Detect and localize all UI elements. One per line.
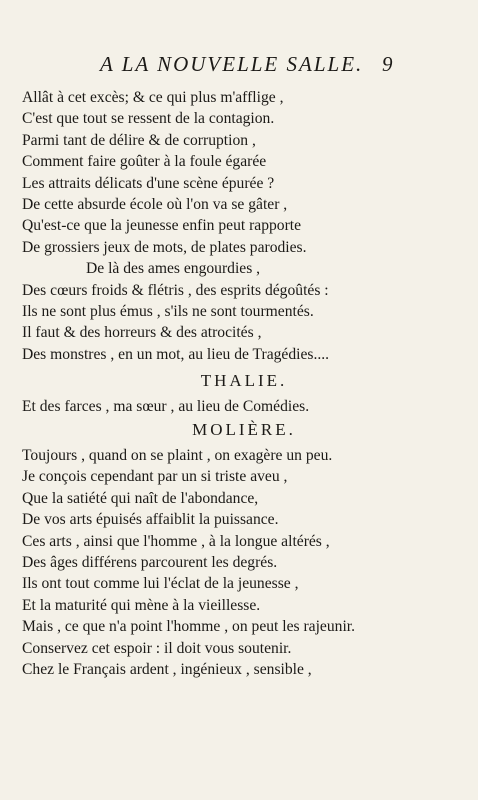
verse-line: Que la satiété qui naît de l'abondance, <box>22 489 259 507</box>
verse-line: Des monstres , en un mot, au lieu de Tragédies.... <box>22 345 330 363</box>
verse-line: Ils ont tout comme lui l'éclat de la jeunesse , <box>22 575 299 593</box>
verse-line: De grossiers jeux de mots, de plates parodies. <box>22 238 307 256</box>
verse-line: Et des farces , ma sœur , au lieu de Comédies. <box>22 398 310 415</box>
verse-line: Comment faire goûter à la foule égarée <box>22 153 267 171</box>
speaker-block-2 <box>0 417 478 680</box>
verse-line-indented: De là des ames engourdies , <box>86 260 261 278</box>
verse-line: Conservez cet espoir : il doit vous soutenir. <box>22 639 292 657</box>
verse-line: Je conçois cependant par un si triste aveu , <box>22 468 288 486</box>
verse-passage-1 <box>0 87 478 365</box>
verse-line: Ces arts , ainsi que l'homme , à la longue altérés , <box>22 532 330 550</box>
verse-line: Qu'est-ce que la jeunesse enfin peut rapporte <box>22 217 302 235</box>
speaker-heading: MOLIÈRE. <box>192 420 296 439</box>
verse-line: Il faut & des horreurs & des atrocités , <box>22 324 262 342</box>
verse-line: De cette absurde école où l'on va se gâter , <box>22 195 288 213</box>
verse-line: Mais , ce que n'a point l'homme , on peut les rajeunir. <box>22 618 356 636</box>
verse-line: Parmi tant de délire & de corruption , <box>22 131 256 149</box>
running-title: A LA NOUVELLE SALLE. <box>100 52 364 76</box>
verse-line: Des âges différens parcourent les degrés. <box>22 553 278 571</box>
verse-line: Allât à cet excès; & ce qui plus m'afflige , <box>22 89 284 106</box>
page-header <box>0 52 478 80</box>
verse-line: Ils ne sont plus émus , s'ils ne sont tourmentés. <box>22 302 314 320</box>
speaker-block-1 <box>0 368 478 417</box>
speaker-heading: THALIE. <box>200 371 288 390</box>
verse-line: Les attraits délicats d'une scène épurée ? <box>22 174 275 192</box>
verse-line: De vos arts épuisés affaiblit la puissance. <box>22 511 279 529</box>
verse-line: Chez le Français ardent , ingénieux , sensible , <box>22 660 312 678</box>
verse-line: Et la maturité qui mène à la vieillesse. <box>22 596 261 614</box>
verse-line: Toujours , quand on se plaint , on exagère un peu. <box>22 447 333 464</box>
verse-line: Des cœurs froids & flétris , des esprits dégoûtés : <box>22 281 329 299</box>
page-number: 9 <box>382 52 393 76</box>
verse-line: C'est que tout se ressent de la contagion. <box>22 110 275 128</box>
